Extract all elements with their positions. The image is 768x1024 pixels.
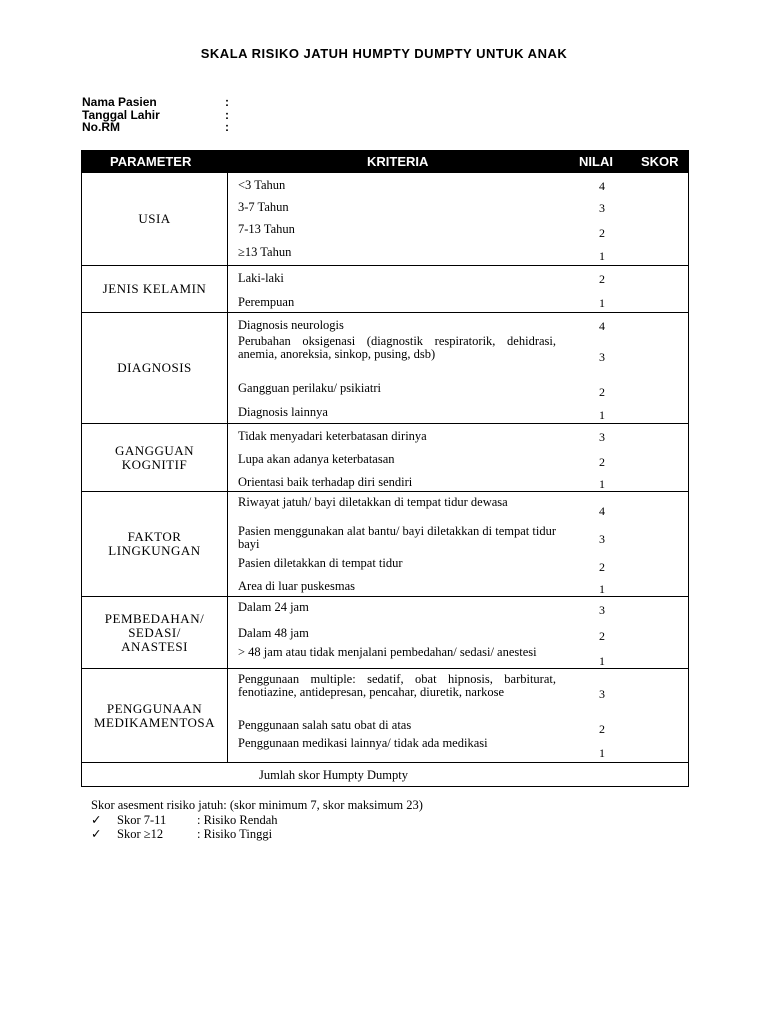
- criteria-text: Riwayat jatuh/ bayi diletakkan di tempat tidur dewasa: [238, 495, 508, 509]
- nilai-value: 2: [599, 455, 605, 469]
- header-kriteria: KRITERIA: [367, 154, 429, 169]
- criteria-text: Penggunaan multiple: sedatif, obat hipnosis, barbiturat, fenotiazine, antidepresan, pencahar, diuretik, narkose: [238, 672, 556, 699]
- risk-scale-table: [81, 150, 689, 787]
- criteria-text: Perubahan oksigenasi (diagnostik respiratorik, dehidrasi, anemia, anoreksia, sinkop, pusing, dsb): [238, 334, 556, 361]
- form-title: SKALA RISIKO JATUH HUMPTY DUMPTY UNTUK ANAK: [200, 46, 568, 61]
- criteria-text: Laki-laki: [238, 271, 284, 285]
- section-row: [82, 669, 688, 762]
- criteria-text: > 48 jam atau tidak menjalani pembedahan/ sedasi/ anestesi: [238, 645, 537, 659]
- nilai-value: 4: [599, 504, 605, 518]
- criteria-text: Lupa akan adanya keterbatasan: [238, 452, 395, 466]
- criteria-text: Penggunaan medikasi lainnya/ tidak ada medikasi: [238, 736, 488, 750]
- parameter-label: PEMBEDAHAN/: [104, 610, 205, 626]
- parameter-cell: [82, 492, 228, 596]
- nilai-value: 2: [599, 385, 605, 399]
- parameter-cell: [82, 173, 228, 265]
- parameter-label: KOGNITIF: [121, 456, 188, 472]
- criteria-text: <3 Tahun: [238, 178, 286, 192]
- total-score-row: [82, 762, 688, 787]
- nilai-value: 1: [599, 582, 605, 596]
- section-row: [82, 492, 688, 597]
- criteria-text: Dalam 48 jam: [238, 626, 309, 640]
- nilai-value: 4: [599, 319, 605, 333]
- nilai-value: 1: [599, 746, 605, 760]
- criteria-text: Perempuan: [238, 295, 295, 309]
- patient-name-label: Nama Pasien: [82, 95, 157, 109]
- parameter-label: LINGKUNGAN: [108, 543, 201, 558]
- note-range: Skor ≥12: [117, 827, 164, 841]
- criteria-text: 7-13 Tahun: [238, 222, 295, 236]
- parameter-label: JENIS KELAMIN: [102, 281, 207, 296]
- nilai-value: 1: [599, 296, 605, 310]
- nilai-value: 2: [599, 272, 605, 286]
- header-skor: SKOR: [641, 154, 679, 169]
- medical-record-row: [82, 121, 229, 134]
- section-row: [82, 597, 688, 669]
- check-icon: ✓: [91, 812, 102, 827]
- section-row: [82, 313, 688, 424]
- parameter-label: DIAGNOSIS: [117, 360, 192, 375]
- criteria-text: Area di luar puskesmas: [238, 579, 355, 593]
- parameter-label: GANGGUAN: [114, 442, 195, 458]
- nilai-value: 4: [599, 179, 605, 193]
- parameter-label: FAKTOR: [127, 529, 182, 544]
- patient-info: [82, 96, 229, 134]
- parameter-cell: [82, 597, 228, 668]
- medical-record-colon: :: [225, 120, 229, 134]
- notes-intro: Skor asesment risiko jatuh: (skor minimum 7, skor maksimum 23): [91, 798, 423, 812]
- parameter-label: USIA: [138, 211, 171, 226]
- parameter-label: SEDASI/: [128, 624, 181, 640]
- parameter-cell: [82, 266, 228, 312]
- section-row: [82, 424, 688, 492]
- criteria-text: ≥13 Tahun: [238, 245, 292, 259]
- birth-date-colon: :: [225, 107, 229, 122]
- criteria-text: Diagnosis lainnya: [238, 405, 328, 419]
- criteria-text: Penggunaan salah satu obat di atas: [238, 718, 412, 732]
- criteria-text: Gangguan perilaku/ psikiatri: [238, 381, 382, 395]
- criteria-text: Pasien diletakkan di tempat tidur: [238, 556, 403, 570]
- table-header: [82, 151, 688, 173]
- header-nilai: NILAI: [579, 154, 613, 169]
- parameter-label: PENGGUNAAN: [106, 700, 203, 716]
- nilai-value: 1: [599, 249, 605, 263]
- patient-name-row: [82, 96, 229, 109]
- section-row: [82, 173, 688, 266]
- note-label: : Risiko Tinggi: [197, 827, 273, 841]
- nilai-value: 1: [599, 408, 605, 422]
- nilai-value: 1: [599, 654, 605, 668]
- nilai-value: 3: [599, 603, 605, 617]
- note-item-low-risk: [91, 813, 423, 828]
- criteria-text: Dalam 24 jam: [238, 600, 309, 614]
- section-row: [82, 266, 688, 313]
- parameter-label: ANASTESI: [121, 638, 188, 654]
- nilai-value: 3: [599, 350, 605, 364]
- header-parameter: PARAMETER: [110, 154, 192, 169]
- birth-date-label: Tanggal Lahir: [82, 107, 160, 122]
- parameter-cell: [82, 424, 228, 491]
- criteria-text: Tidak menyadari keterbatasan dirinya: [238, 429, 427, 443]
- nilai-value: 3: [599, 687, 605, 701]
- check-icon: ✓: [91, 827, 102, 841]
- nilai-value: 2: [599, 722, 605, 736]
- medical-record-label: No.RM: [82, 120, 120, 134]
- criteria-text: Pasien menggunakan alat bantu/ bayi diletakkan di tempat tidur bayi: [238, 524, 556, 551]
- score-notes: [91, 798, 423, 842]
- nilai-value: 2: [599, 629, 605, 643]
- note-item-high-risk: [91, 827, 423, 842]
- criteria-text: Diagnosis neurologis: [238, 318, 344, 332]
- patient-name-colon: :: [225, 95, 229, 109]
- parameter-label: MEDIKAMENTOSA: [93, 714, 216, 730]
- parameter-cell: [82, 313, 228, 423]
- criteria-text: Orientasi baik terhadap diri sendiri: [238, 475, 413, 489]
- nilai-value: 3: [599, 532, 605, 546]
- nilai-value: 3: [599, 201, 605, 215]
- total-score-label: Jumlah skor Humpty Dumpty: [259, 768, 408, 782]
- nilai-value: 2: [599, 560, 605, 574]
- nilai-value: 2: [599, 226, 605, 240]
- parameter-cell: [82, 669, 228, 762]
- note-label: : Risiko Rendah: [197, 812, 278, 827]
- nilai-value: 1: [599, 477, 605, 491]
- criteria-text: 3-7 Tahun: [238, 200, 289, 214]
- nilai-value: 3: [599, 430, 605, 444]
- note-range: Skor 7-11: [117, 812, 167, 827]
